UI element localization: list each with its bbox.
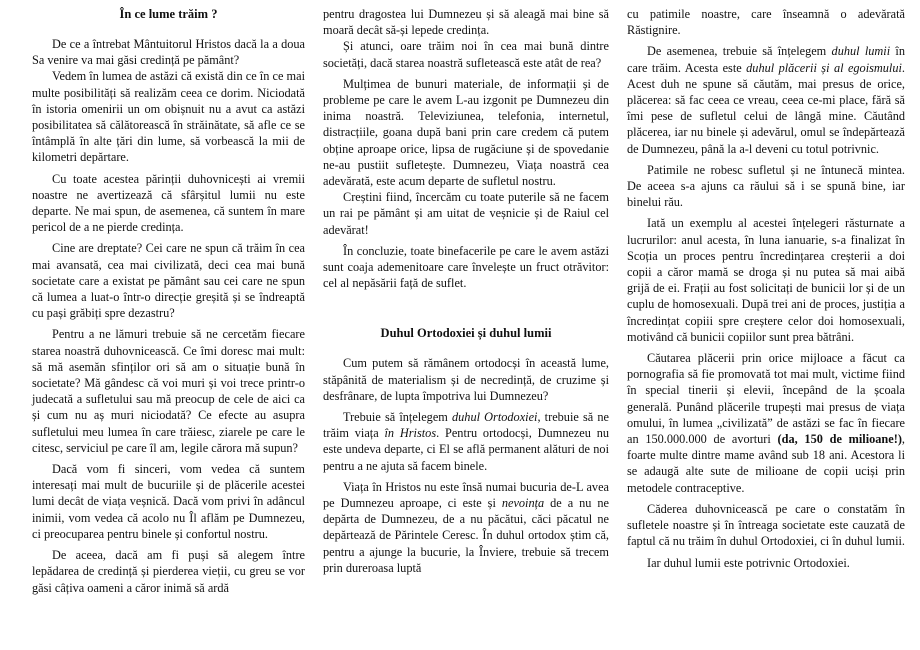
column-middle	[314, 6, 618, 650]
paragraph	[323, 479, 609, 576]
paragraph	[627, 43, 905, 156]
italic-phrase: duhul plăcerii și al egoismului	[746, 60, 902, 75]
paragraph: Iată un exemplu al acestei înțelegeri răsturnate a lucrurilor: anul acesta, în luna ianuarie, s-a finalizat în Scoția un proces pentru încredințarea creșterii a doi copii a căror mamă se droga și nu putea să mai aibă grijă de ei. Frații au fost solicitați de bunicii lor și de un cuplu de homosexuali. După trei ani de proces, justiția a încredințat copiii spre creștere celor doi homosexuali, motivând că bunicii copiilor sunt prea bătrâni.	[627, 216, 905, 344]
text-run: . Pentru ortodocși, Dumnezeu nu este undeva departe, ci El se află permanent alături de noi pentru a ne ajuta să facem binele.	[323, 426, 609, 473]
paragraph: De aceea, dacă am fi puși să alegem între lepădarea de credință și pierderea vieții, cu greu se vor găsi câțiva oameni a căror inimă să ardă	[32, 548, 305, 595]
paragraph: Pentru a ne lămuri trebuie să ne cercetăm fiecare starea noastră duhovnicească. Ce îmi doresc mai mult: să mă asemăn sfinților ori să am o situație bună în societate? Mă gândesc că voi muri și voi trece printr-o judecată a sufletului sau mă preocup de cele de aici ca și cum nu aș muri niciodată? Ce efecte au asupra sufletului meu lumea în care trăiesc, ziarele pe care le citesc, serviciul pe care îl am, legile cărora mă supun?	[32, 327, 305, 455]
paragraph: Și atunci, oare trăim noi în cea mai bună dintre societăți, dacă starea noastră sufletească este atât de rea?	[323, 39, 609, 70]
paragraph: Cine are dreptate? Cei care ne spun că trăim în cea mai avansată, cea mai civilizată, deci cea mai bună societate care a existat pe pământ sau cei care ne spun că lumea a luat-o într-o direcție greșită și se îndreaptă cu pași grăbiți spre dezastru?	[32, 241, 305, 321]
paragraph: Patimile ne robesc sufletul și ne întunecă mintea. De aceea s-a ajuns ca răului să i se spună bine, iar binelui rău.	[627, 162, 905, 210]
paragraph: Dacă vom fi sinceri, vom vedea că suntem interesați mai mult de bucuriile și de plăcerile acestei lumi decât de viața veșnică. Dacă vom privi în adâncul inimii, vom vedea că acolo nu Îl aflăm pe Dumnezeu, ci preocuparea pentru binele și confortul nostru.	[32, 462, 305, 541]
section-heading-what-world: În ce lume trăim ?	[119, 7, 218, 21]
italic-phrase: în Hristos	[384, 426, 437, 441]
paragraph: Vedem în lumea de astăzi că există din ce în ce mai multe posibilități să realizăm ceea ce dorim. Niciodată în istoria omenirii un om obișnuit nu a avut ca astăzi posibilitatea să călătorească în străinătate, să afle ce se întâmplă în alte țări din lume, să vorbească la mii de kilometri depărtare.	[32, 69, 305, 165]
italic-phrase: duhul Ortodoxiei	[452, 410, 538, 425]
column-left	[6, 6, 314, 650]
paragraph: Căderea duhovnicească pe care o constatăm în sufletele noastre și în întreaga societate este cauzată de faptul că nu trăim în duhul Ortodoxiei, ci în duhul lumii.	[627, 501, 906, 549]
text-run: Trebuie să înțelegem	[343, 410, 452, 425]
paragraph: Cu toate acestea părinții duhovnicești ai vremii noastre ne avertizează că sfârșitul lumii nu este departe. Ne mai spun, de asemenea, că suntem în mare pericol de a ne pierde credința.	[32, 171, 305, 235]
paragraph: Iar duhul lumii este potrivnic Ortodoxiei.	[647, 555, 850, 570]
paragraph	[627, 350, 905, 496]
paragraph: În concluzie, toate binefacerile pe care le avem astăzi sunt coaja ademenitoare care învelește un fruct otrăvitor: cel al nepăsării față de suflet.	[323, 243, 609, 291]
italic-phrase: duhul lumii	[831, 44, 891, 59]
text-run: în care trăim. Acesta este	[627, 44, 905, 75]
text-run: Căutarea plăcerii prin orice mijloace a făcut ca pornografia să fie promovată tot mai mult, victime fiind în special tinerii și elevii, începând de la școala generală. Punând plăcerile trupești mai presus de viața omului, în lumea „civilizată” de astăzi se fac în fiecare an 150.000.000 de avorturi	[627, 351, 905, 447]
text-run: , foarte multe dintre mame având sub 18 ani. Acestora li se adaugă alte sute de milioane de copii uciși prin metodele contraceptive.	[627, 432, 905, 495]
text-run: Viața în Hristos nu este însă numai bucuria de-L avea pe Dumnezeu aproape, ci este și	[323, 479, 609, 511]
column-right	[618, 6, 914, 650]
paragraph: Creștini fiind, încercăm cu toate puterile să ne facem un rai pe pământ și am uitat de veșnicie și de Raiul cel adevărat!	[323, 190, 609, 237]
paragraph: De ce a întrebat Mântuitorul Hristos dacă la a doua Sa venire va mai găsi credință pe pământ?	[32, 37, 305, 68]
text-run: De asemenea, trebuie să înțelegem	[647, 44, 832, 59]
text-run: . Acest duh ne spune să căutăm, mai presus de orice, plăcerea: să fac ceea ce vreau, ceea ce-mi place, fără să îmi pese de sufletul celui de lângă mine. Căutând plăcerea, iar nu binele și adevărul, omul se îndepărtează de Dumnezeu, până la a-l deveni cu totul potrivnic.	[627, 60, 905, 156]
paragraph: Cum putem să rămânem ortodocși în această lume, stăpânită de materialism și de necredință, de cruzime și desfrânare, de lupta împotriva lui Dumnezeu?	[323, 356, 609, 403]
text-run: de a nu ne depărta de Dumnezeu, de a nu păcătui, căci păcatul ne depărtează de Părintele Ceresc. În duhul ortodox știm că, pentru a ajunge la bucurie, la Înviere, trebuie să trecem prin dureroasa luptă	[323, 496, 610, 575]
paragraph: pentru dragostea lui Dumnezeu și să aleagă mai bine să moară decât să-și lepede credința.	[323, 7, 609, 38]
bold-phrase: (da, 150 de milioane!)	[777, 432, 902, 447]
italic-phrase: nevoința	[501, 496, 545, 511]
section-heading-orthodoxy-spirit: Duhul Ortodoxiei și duhul lumii	[380, 326, 552, 341]
paragraph: cu patimile noastre, care înseamnă o adevărată Răstignire.	[627, 7, 905, 38]
paragraph: Mulțimea de bunuri materiale, de informații și de probleme pe care le avem L-au izgonit pe Dumnezeu din inima noastră. Televiziunea, telefonia, internetul, distracțiile, goana după bani prin care credem că putem obține aproape orice, lipsa de rugăciune și de spovedanie ne-au pustiit sufletește. Dumnezeu, Viața noastră cea adevărată, este acum departe de sufletul nostru.	[323, 76, 609, 189]
text-run: , trebuie să ne trăim viața	[323, 410, 609, 441]
paragraph	[323, 409, 609, 474]
